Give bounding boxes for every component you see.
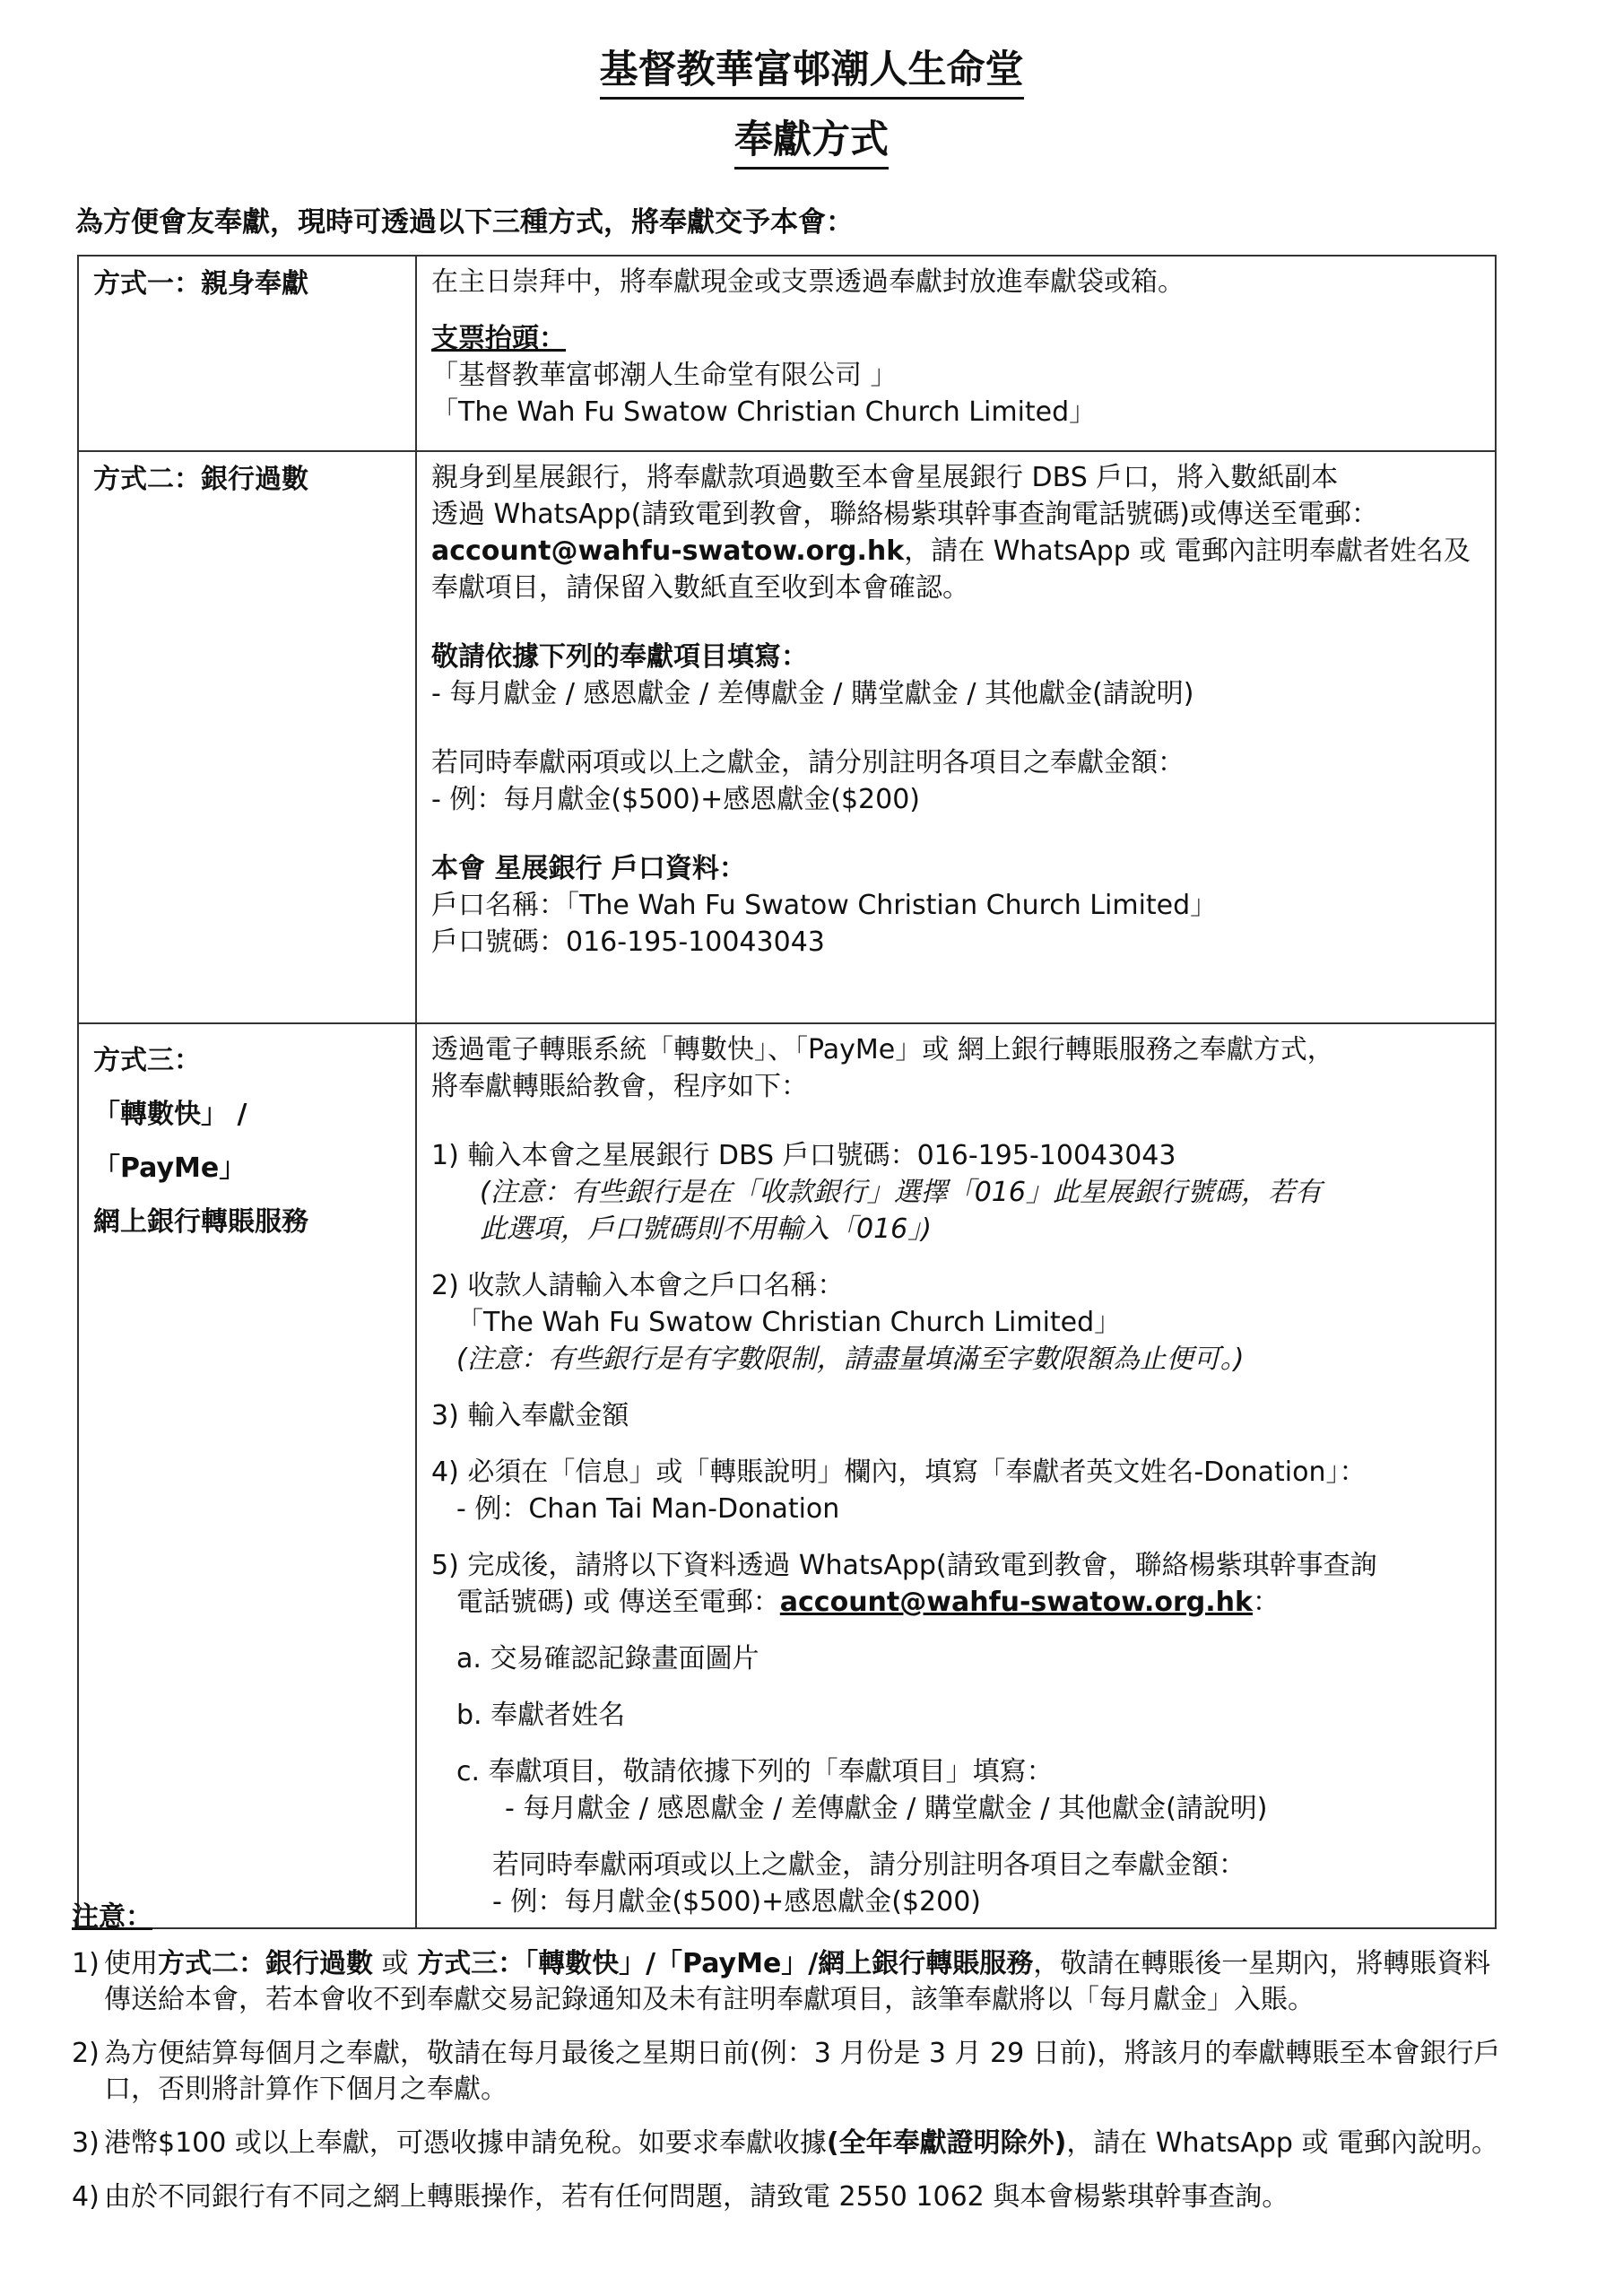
method3-body (416, 1023, 1496, 1928)
method2-example: - 例：每月獻金($500)+感恩獻金($200) (431, 784, 921, 815)
note-number: 3) (72, 2127, 100, 2159)
method1-label: 方式一：親身奉獻 (78, 256, 416, 451)
method2-line3: account@wahfu-swatow.org.hk，請在 WhatsApp 或 電郵內註明奉獻者姓名及 (431, 535, 1471, 567)
method3-email-link[interactable]: account@wahfu-swatow.org.hk (779, 1587, 1253, 1618)
note-text: 為方便結算每個月之奉獻，敬請在每月最後之星期日前(例：3 月份是 3 月 29 日前)，將該月的奉獻轉賬至本會銀行戶口，否則將計算作下個月之奉獻。 (104, 2038, 1501, 2105)
method3-sub-b: b. 奉獻者姓名 (456, 1700, 626, 1731)
method3-row (78, 1023, 1496, 1928)
method2-multi-note: 若同時奉獻兩項或以上之獻金，請分別註明各項目之奉獻金額： (431, 747, 1185, 778)
method3-sub-a: a. 交易確認記錄畫面圖片 (456, 1643, 759, 1674)
note-number: 1) (72, 1948, 100, 1979)
method3-label-line: 網上銀行轉賬服務 (93, 1206, 308, 1238)
document-title: 奉獻方式 (0, 115, 1623, 170)
method3-step5-line1: 5) 完成後，請將以下資料透過 WhatsApp(請致電到教會，聯絡楊紫琪幹事查詢 (431, 1550, 1377, 1581)
method2-body (416, 451, 1496, 1023)
method3-label-line: 方式三： (93, 1045, 201, 1076)
note-text: 由於不同銀行有不同之網上轉賬操作，若有任何問題，請致電 2550 1062 與本會楊紫琪幹事查詢。 (104, 2181, 1289, 2213)
method2-email-link[interactable]: account@wahfu-swatow.org.hk (431, 535, 905, 567)
bank-account-heading: 本會 星展銀行 戶口資料： (431, 853, 746, 884)
method3-step1: 1) 輸入本會之星展銀行 DBS 戶口號碼：016-195-10043043 (431, 1140, 1176, 1171)
method3-sub-c: c. 奉獻項目，敬請依據下列的「奉獻項目」填寫： (456, 1756, 1054, 1787)
method3-sub-c-multi: 若同時奉獻兩項或以上之獻金，請分別註明各項目之奉獻金額： (492, 1849, 1245, 1881)
note-item (72, 2179, 1506, 2215)
note-item (72, 2126, 1506, 2161)
method1-row (78, 256, 1496, 451)
method3-step2: 2) 收款人請輸入本會之戶口名稱： (431, 1270, 845, 1301)
note-item (72, 1946, 1506, 2018)
method1-text: 在主日崇拜中，將奉獻現金或支票透過奉獻封放進奉獻袋或箱。 (431, 266, 1185, 298)
method3-step1-note2: 此選項，戶口號碼則不用輸入「016」) (480, 1213, 932, 1245)
method3-step3: 3) 輸入奉獻金額 (431, 1400, 629, 1431)
note-text: 使用方式二：銀行過數 或 方式三：「轉數快」/「PayMe」/網上銀行轉賬服務，敬請在轉賬後一星期內，將轉賬資料傳送給本會，若本會收不到奉獻交易記錄通知及未有註明奉獻項目，該筆奉獻將以「每月獻金」入賬。 (104, 1948, 1491, 2015)
bank-account-number: 戶口號碼：016-195-10043043 (431, 926, 825, 958)
cheque-heading: 支票抬頭： (431, 323, 566, 354)
method3-step2-note: (注意：有些銀行是有字數限制，請盡量填滿至字數限額為止便可。) (456, 1344, 1245, 1375)
method2-row (78, 451, 1496, 1023)
method3-step4: 4) 必須在「信息」或「轉賬說明」欄內，填寫「奉獻者英文姓名-Donation」： (431, 1457, 1367, 1488)
method2-items: - 每月獻金 / 感恩獻金 / 差傳獻金 / 購堂獻金 / 其他獻金(請說明) (431, 678, 1194, 709)
method1-body (416, 256, 1496, 451)
method3-sub-c-example: - 例：每月獻金($500)+感恩獻金($200) (492, 1886, 982, 1918)
method3-intro1: 透過電子轉賬系統「轉數快」、「PayMe」或 網上銀行轉賬服務之奉獻方式， (431, 1034, 1334, 1065)
method2-line2: 透過 WhatsApp(請致電到教會，聯絡楊紫琪幹事查詢電話號碼)或傳送至電郵： (431, 499, 1379, 530)
method3-step1-note1: (注意：有些銀行是在「收款銀行」選擇「016」此星展銀行號碼，若有 (480, 1177, 1322, 1208)
method2-line1: 親身到星展銀行，將奉獻款項過數至本會星展銀行 DBS 戶口，將入數紙副本 (431, 462, 1339, 493)
method3-label (78, 1023, 416, 1928)
method3-step2-name: 「The Wah Fu Swatow Christian Church Limited」 (456, 1307, 1122, 1338)
note-text: 港幣$100 或以上奉獻，可憑收據申請免稅。如要求奉獻收據(全年奉獻證明除外)，請在 WhatsApp 或 電郵內說明。 (104, 2127, 1498, 2159)
method3-intro2: 將奉獻轉賬給教會，程序如下： (431, 1071, 808, 1102)
cheque-payee-en: 「The Wah Fu Swatow Christian Church Limited」 (431, 396, 1097, 428)
note-item (72, 2036, 1506, 2108)
note-number: 4) (72, 2181, 100, 2213)
notes-heading: 注意： (72, 1901, 152, 1933)
method3-step5-line2: 電話號碼) 或 傳送至電郵：account@wahfu-swatow.org.hk： (456, 1587, 1280, 1618)
cheque-payee-zh: 「基督教華富邨潮人生命堂有限公司 」 (431, 360, 898, 391)
method2-items-heading: 敬請依據下列的奉獻項目填寫： (431, 641, 808, 673)
method3-label-line: 「PayMe」 (93, 1152, 247, 1184)
method3-sub-c-items: - 每月獻金 / 感恩獻金 / 差傳獻金 / 購堂獻金 / 其他獻金(請說明) (505, 1793, 1268, 1824)
method2-line4: 奉獻項目，請保留入數紙直至收到本會確認。 (431, 572, 969, 604)
method2-label: 方式二：銀行過數 (78, 451, 416, 1023)
intro-text: 為方便會友奉獻，現時可透過以下三種方式，將奉獻交予本會： (75, 206, 854, 239)
method3-label-line: 「轉數快」 / (93, 1099, 247, 1130)
method3-step4-example: - 例：Chan Tai Man-Donation (456, 1493, 840, 1525)
bank-account-name: 戶口名稱：「The Wah Fu Swatow Christian Church Limited」 (431, 890, 1218, 921)
church-title: 基督教華富邨潮人生命堂 (0, 45, 1623, 100)
offering-methods-table (77, 255, 1497, 1929)
note-number: 2) (72, 2038, 100, 2069)
notes-section (72, 1900, 1506, 2233)
